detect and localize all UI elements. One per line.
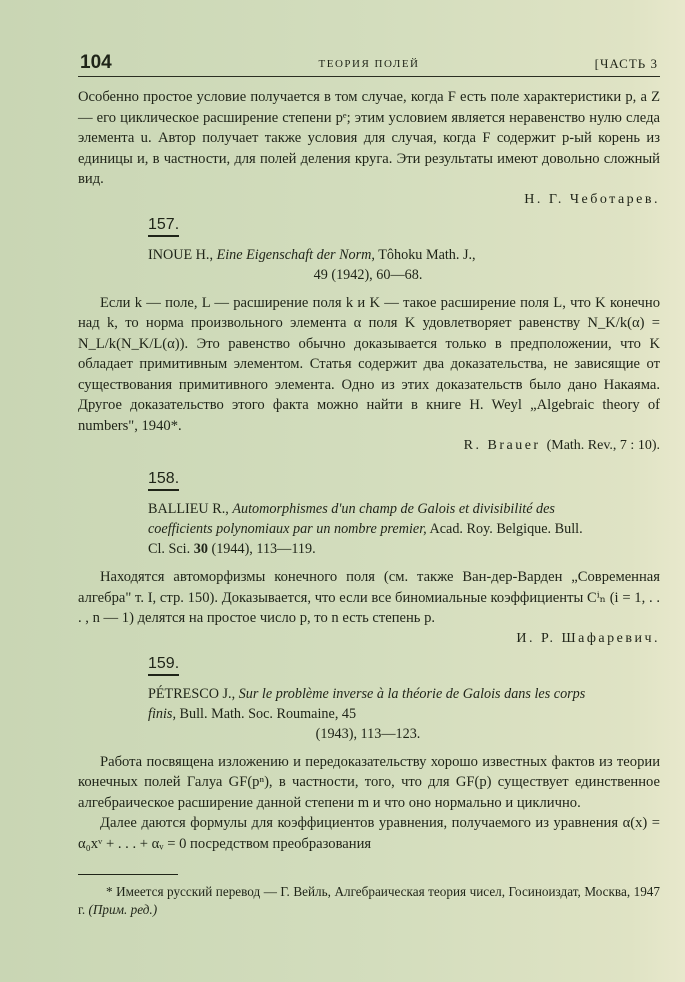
review-signature: И. Р. Шафаревич. (516, 630, 660, 646)
entry-number: 157. (148, 216, 179, 237)
ref-volume: 30 (193, 541, 208, 557)
review-body-continued: Далее даются формулы для коэффициентов уравнения, получаемого из уравнения α(x) = α₀xᵛ + . . . + αᵥ = 0 посредством преобразования (78, 815, 660, 852)
ref-source: Bull. Math. Soc. Roumaine, 45 (179, 705, 357, 722)
review-entry-158 (78, 454, 660, 647)
review-entry-157 (78, 208, 660, 455)
ref-tail: (1943), 113—123. (315, 725, 421, 742)
ref-author: PÉTRESCO J., (148, 685, 236, 702)
entry-number: 158. (148, 470, 179, 491)
review-entry-159 (78, 647, 660, 855)
running-title: ТЕОРИЯ ПОЛЕЙ (318, 58, 420, 70)
ref-tail: 49 (1942), 60—68. (313, 266, 423, 283)
review-signature (78, 438, 660, 454)
bibliographic-reference (148, 499, 588, 559)
footnote-text: * Имеется русский перевод — Г. Вейль, Алгебраическая теория чисел, Госиноиздат, Москва, 1947 г. (78, 884, 660, 917)
ref-title: Automorphismes d'un champ de Galois et divisibilité des coefficients polynomiaux par un nombre premier, (148, 501, 555, 537)
ref-author: INOUE H., (148, 246, 214, 263)
footnote (78, 883, 660, 919)
book-page (78, 50, 660, 919)
ref-title: Sur le problème inverse à la théorie de Galois dans les corps finis, (148, 685, 586, 722)
ref-title: Eine Eigenschaft der Norm, (216, 246, 375, 263)
page-number: 104 (80, 52, 112, 73)
ref-tail: (1944), 113—119. (211, 541, 316, 557)
review-body: Если k — поле, L — расширение поля k и K — такое расширение поля L, что K конечно над k, то норма произвольного элемента α поля K удовлетворяет равенству N_K/k(α) = N_L/k(N_K/L(α)). Это равенство обычно доказывается только в предположении, что K обладает примитивным элементом. Статья содержит два доказательства, не зависящие от существования примитивного элемента. Одно из этих доказательств было дано Накаяма. Другое доказательство этого факта можно найти в книге H. Weyl „Algebraic theory of numbers", 1940*. (78, 294, 660, 434)
bibliographic-reference (148, 684, 588, 744)
ref-source: Acad. Roy. Belgique. Bull. Cl. Sci. (148, 521, 583, 557)
review-body: Находятся автоморфизмы конечного поля (см. также Ван-дер-Варден „Современная алгебра" т. I, стр. 150). Доказывается, что если все биномиальные коэффициенты Cⁱₙ (i = 1, . . . , n — 1) делятся на простое число p, то n есть степень p. (78, 569, 660, 626)
intro-signature: Н. Г. Чеботарев. (524, 191, 660, 207)
reviewer-name: R. Brauer (463, 438, 541, 453)
ref-source: Tôhoku Math. J., (378, 246, 476, 263)
review-body: Работа посвящена изложению и передоказательству хорошо известных фактов из теории конечных полей Галуа GF(pⁿ), в частности, того, что для GF(p) существует единственное алгебраическое расширение данной степени m и что оно нормально и циклично. (78, 753, 660, 811)
footnote-editor-note: (Прим. ред.) (88, 902, 158, 917)
intro-paragraph: Особенно простое условие получается в том случае, когда F есть поле характеристики p, а Z — его циклическое расширение степени pᵉ; этим условием является неравенство нулю следа элемента u. Автор получает также условия для случая, когда F содержит p-ый корень из единицы и, в частности, для полей деления круга. Эти результаты имеют довольно сложный вид. (78, 89, 660, 187)
ref-author: BALLIEU R., (148, 501, 229, 517)
footnote-divider (78, 874, 178, 875)
reviewer-source: (Math. Rev., 7 : 10). (546, 438, 660, 453)
bibliographic-reference (148, 245, 588, 285)
entry-number: 159. (148, 655, 179, 676)
part-label: [ЧАСТЬ 3 (594, 56, 658, 71)
page-header (78, 50, 660, 77)
